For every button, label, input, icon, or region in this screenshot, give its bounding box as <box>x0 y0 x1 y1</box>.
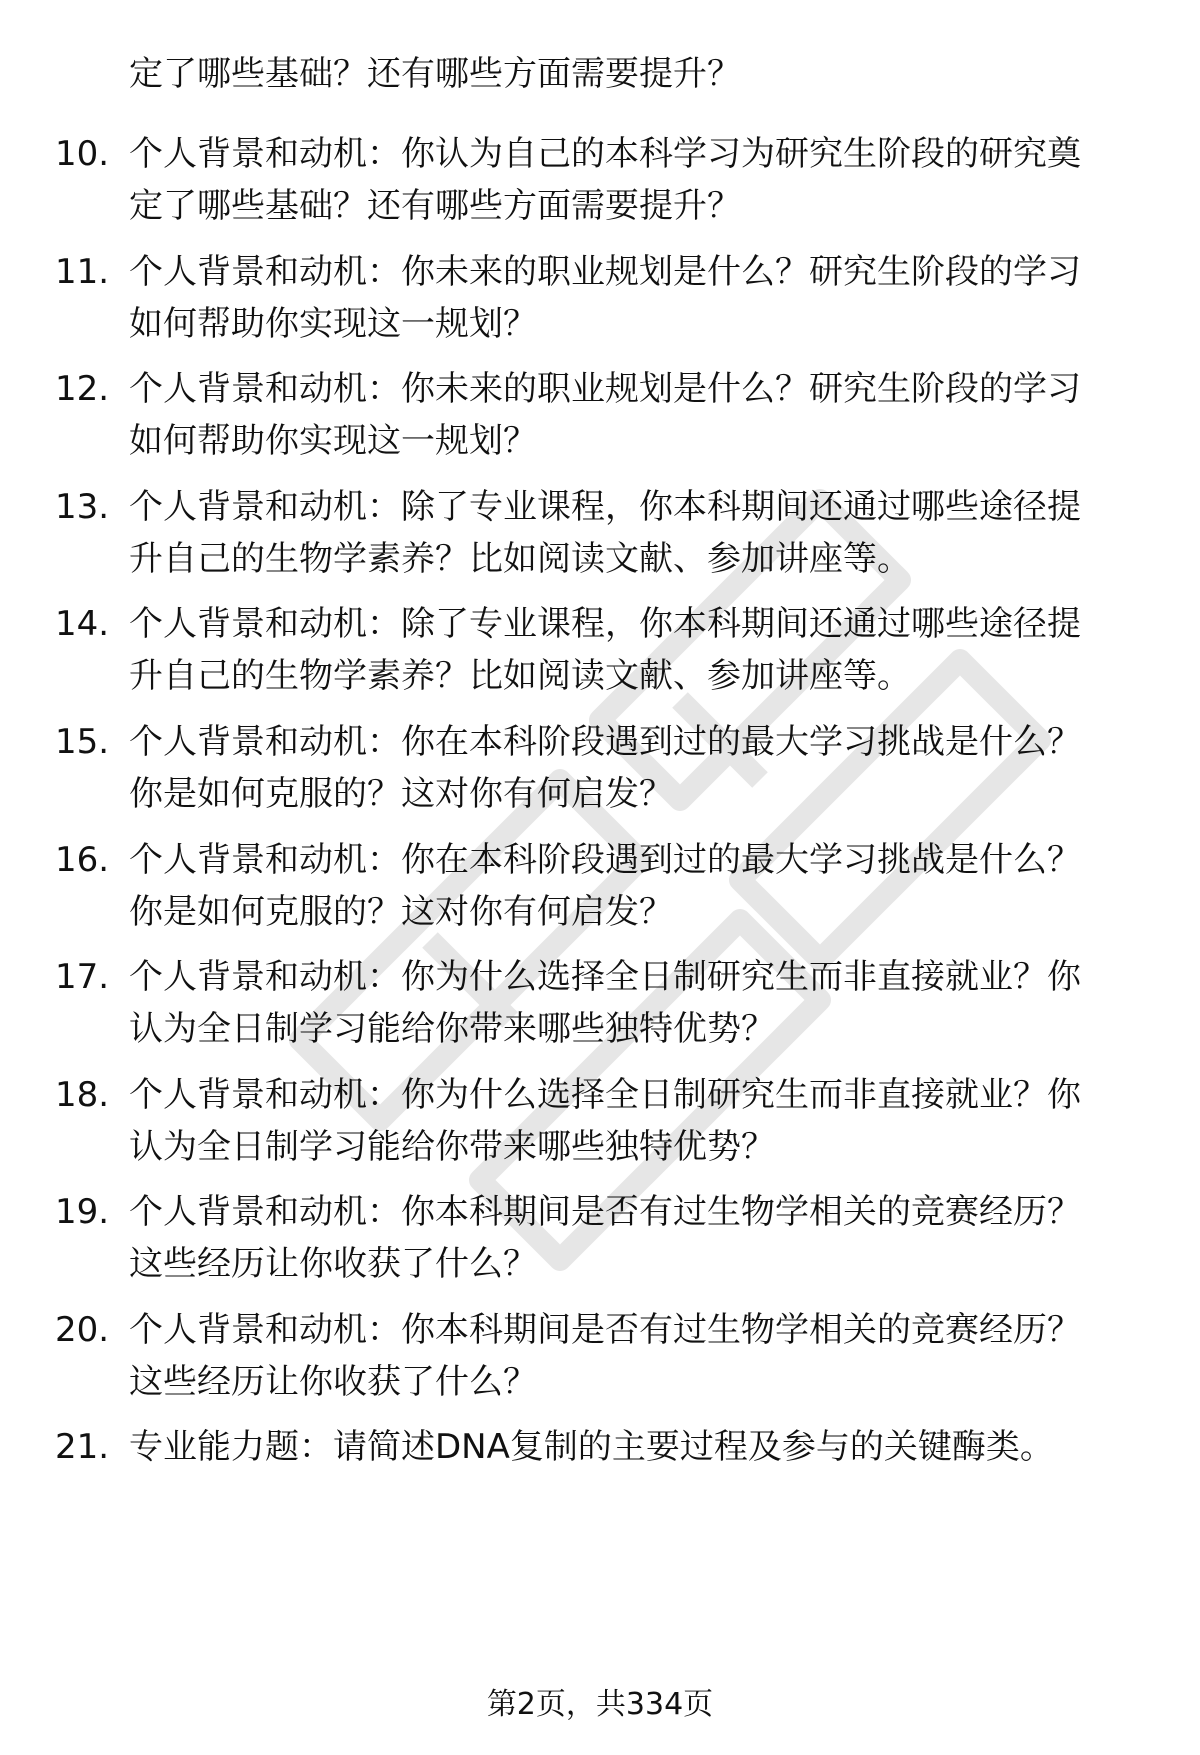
page-footer: 第2页，共334页 <box>486 1687 714 1722</box>
text-line: 这些经历让你收获了什么？ <box>129 1362 537 1402</box>
text-line: 个人背景和动机：你未来的职业规划是什么？研究生阶段的学习 <box>129 369 1081 409</box>
text-line: 这些经历让你收获了什么？ <box>129 1244 537 1284</box>
text-line: 你是如何克服的？这对你有何启发？ <box>129 774 673 814</box>
question-number: 20. <box>55 1310 110 1350</box>
question-number: 19. <box>55 1192 110 1232</box>
text-line: 升自己的生物学素养？比如阅读文献、参加讲座等。 <box>129 656 911 696</box>
text-line: 个人背景和动机：你认为自己的本科学习为研究生阶段的研究奠 <box>129 134 1081 174</box>
text-line: 个人背景和动机：除了专业课程，你本科期间还通过哪些途径提 <box>129 487 1081 527</box>
text-line: 认为全日制学习能给你带来哪些独特优势？ <box>129 1127 775 1167</box>
question-number: 18. <box>55 1075 110 1115</box>
text-line: 升自己的生物学素养？比如阅读文献、参加讲座等。 <box>129 539 911 579</box>
question-number: 12. <box>55 369 110 409</box>
text-line: 个人背景和动机：除了专业课程，你本科期间还通过哪些途径提 <box>129 604 1081 644</box>
text-line: 个人背景和动机：你在本科阶段遇到过的最大学习挑战是什么？ <box>129 722 1081 762</box>
text-line: 认为全日制学习能给你带来哪些独特优势？ <box>129 1009 775 1049</box>
question-number: 17. <box>55 957 110 997</box>
text-line: 个人背景和动机：你本科期间是否有过生物学相关的竞赛经历？ <box>129 1310 1081 1350</box>
question-number: 13. <box>55 487 110 527</box>
text-line: 个人背景和动机：你为什么选择全日制研究生而非直接就业？你 <box>129 957 1081 997</box>
text-line: 如何帮助你实现这一规划？ <box>129 421 537 461</box>
text-line: 如何帮助你实现这一规划？ <box>129 304 537 344</box>
text-line: 个人背景和动机：你本科期间是否有过生物学相关的竞赛经历？ <box>129 1192 1081 1232</box>
text-line: 你是如何克服的？这对你有何启发？ <box>129 892 673 932</box>
question-number: 15. <box>55 722 110 762</box>
text-line: 个人背景和动机：你在本科阶段遇到过的最大学习挑战是什么？ <box>129 840 1081 880</box>
text-line: 定了哪些基础？还有哪些方面需要提升？ <box>129 186 741 226</box>
text-line: 个人背景和动机：你未来的职业规划是什么？研究生阶段的学习 <box>129 252 1081 292</box>
question-number: 14. <box>55 604 110 644</box>
question-number: 11. <box>55 252 110 292</box>
question-number: 16. <box>55 840 110 880</box>
text-line: 定了哪些基础？还有哪些方面需要提升？ <box>129 54 741 94</box>
text-line: 个人背景和动机：你为什么选择全日制研究生而非直接就业？你 <box>129 1075 1081 1115</box>
text-line: 专业能力题：请简述DNA复制的主要过程及参与的关键酶类。 <box>129 1427 1054 1467</box>
question-number: 21. <box>55 1427 110 1467</box>
question-number: 10. <box>55 134 110 174</box>
